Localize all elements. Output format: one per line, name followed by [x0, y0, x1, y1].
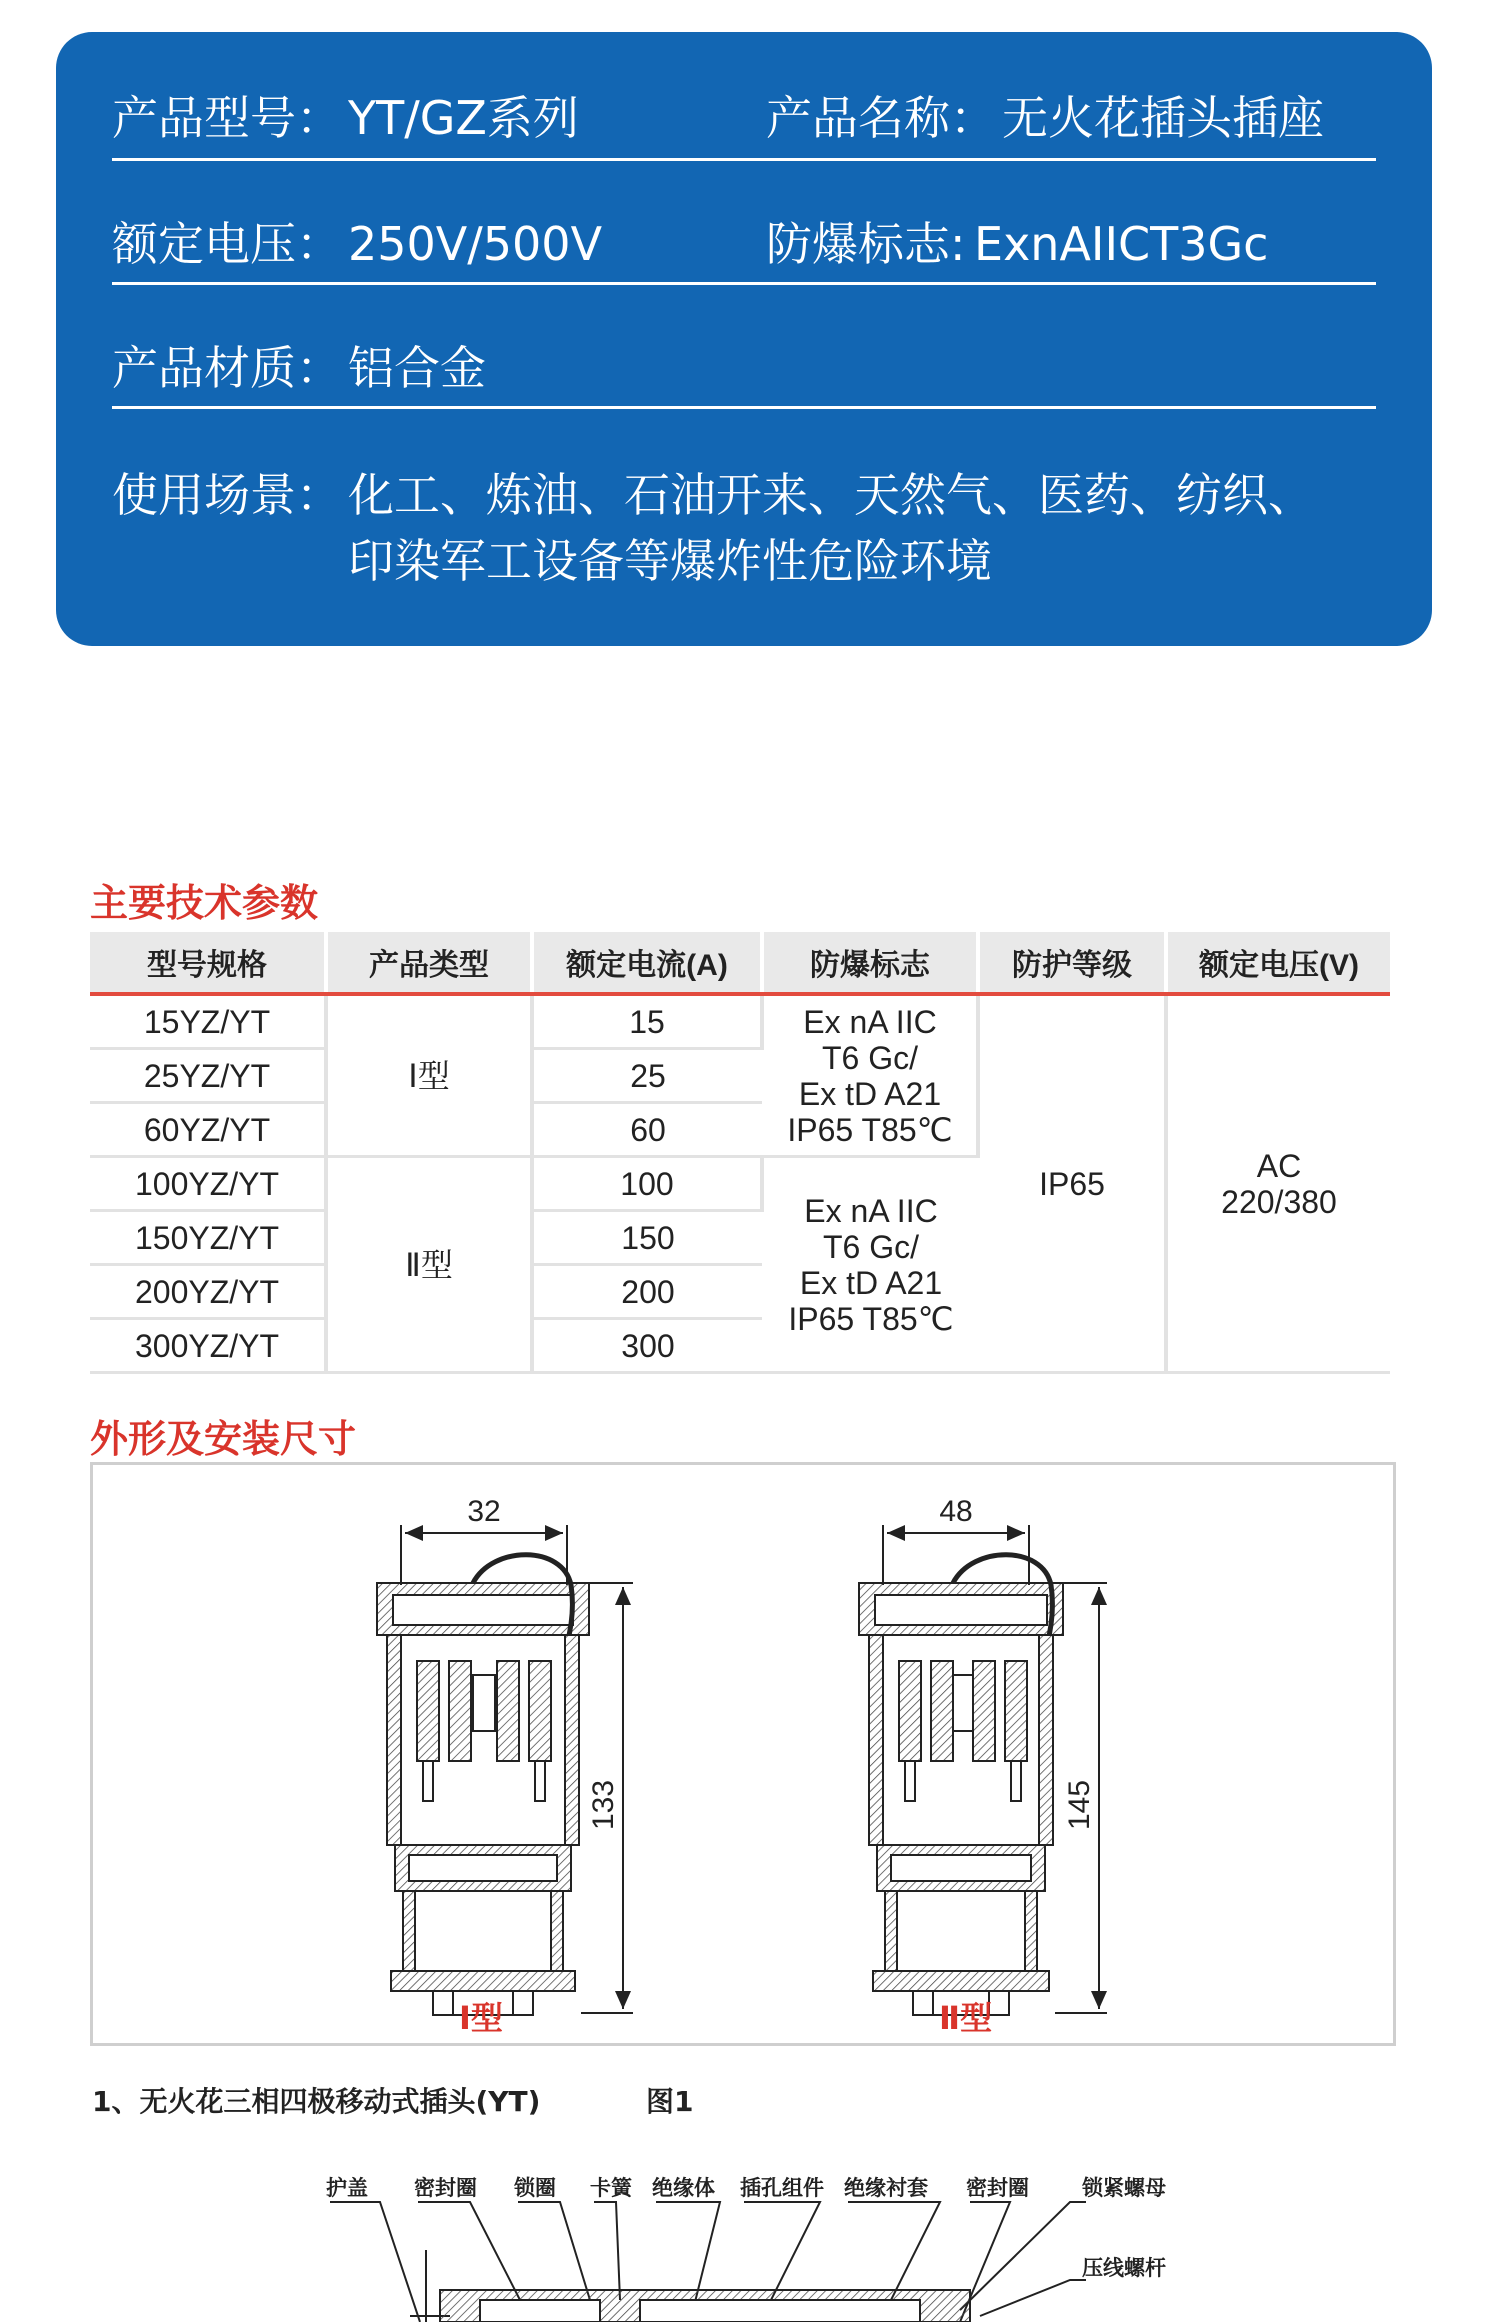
plug-section-title: 1、无火花三相四极移动式插头(YT) [92, 2085, 541, 2118]
cell-model: 15YZ/YT [90, 994, 326, 1049]
plug-assembly-drawing [0, 2140, 1500, 2322]
cell-current: 300 [532, 1319, 762, 1373]
type-2-width-dimension: 48 [939, 1495, 973, 1528]
ex-mark-line: IP65 T85℃ [788, 1300, 954, 1337]
tech-params-table [90, 932, 1390, 1374]
cell-model: 150YZ/YT [90, 1211, 326, 1265]
cell-current: 25 [532, 1049, 762, 1103]
ex-mark-line: Ex tD A21 [799, 1264, 943, 1301]
ex-mark-line: Ex nA IIC [804, 1192, 938, 1229]
ex-mark-value: ExnAIICT3Gc [974, 217, 1269, 271]
model-label: 产品型号： [112, 91, 342, 145]
voltage-value: 250V/500V [348, 217, 603, 271]
part-label: 卡簧 [590, 2176, 632, 2200]
part-label: 绝缘衬套 [844, 2176, 928, 2200]
table-row [90, 994, 1390, 1049]
voltage-line: AC [1256, 1147, 1302, 1184]
cell-current: 60 [532, 1103, 762, 1157]
type-1-width-dimension: 32 [467, 1495, 501, 1528]
type-1-height-dimension: 133 [587, 1779, 620, 1831]
table-header-row [90, 932, 1390, 994]
name-label: 产品名称： [766, 91, 996, 145]
cell-type: Ⅱ型 [326, 1157, 532, 1373]
ex-mark-line: Ex nA IIC [803, 1003, 937, 1040]
cell-model: 100YZ/YT [90, 1157, 326, 1211]
divider [112, 282, 1376, 285]
header-protection: 防护等级 [978, 932, 1166, 994]
cell-model: 60YZ/YT [90, 1103, 326, 1157]
ex-mark-line: T6 Gc/ [822, 1228, 919, 1265]
part-label: 锁紧螺母 [1082, 2176, 1166, 2200]
cell-current: 15 [532, 994, 762, 1049]
part-label: 锁圈 [514, 2176, 556, 2200]
scene-label: 使用场景： [112, 468, 342, 522]
dimension-drawing [93, 1465, 1393, 2043]
type-2-label: Ⅱ型 [939, 1999, 993, 2037]
header-ex-mark: 防爆标志 [762, 932, 978, 994]
voltage-label: 额定电压： [112, 217, 342, 271]
dimensions-title: 外形及安装尺寸 [90, 1417, 357, 1461]
product-info-card [56, 32, 1432, 646]
name-value: 无火花插头插座 [1002, 91, 1324, 145]
header-type: 产品类型 [326, 932, 532, 994]
cell-current: 200 [532, 1265, 762, 1319]
cell-voltage [1166, 994, 1390, 1373]
material-value: 铝合金 [348, 341, 486, 395]
tech-params-title: 主要技术参数 [90, 881, 319, 925]
plug-type-2-drawing [859, 1525, 1107, 2015]
type-1-label: Ⅰ型 [459, 1999, 503, 2037]
ex-mark-line: IP65 T85℃ [787, 1111, 953, 1148]
voltage-line: 220/380 [1221, 1183, 1337, 1220]
cell-current: 150 [532, 1211, 762, 1265]
cell-model: 200YZ/YT [90, 1265, 326, 1319]
header-model: 型号规格 [90, 932, 326, 994]
header-voltage: 额定电压(V) [1166, 932, 1390, 994]
part-label: 密封圈 [966, 2176, 1029, 2200]
divider [112, 406, 1376, 409]
model-value: YT/GZ系列 [348, 91, 579, 145]
part-label: 密封圈 [414, 2176, 477, 2200]
part-label: 插孔组件 [740, 2176, 824, 2200]
cell-model: 300YZ/YT [90, 1319, 326, 1373]
ex-mark-line: T6 Gc/ [821, 1039, 918, 1076]
cell-protection: IP65 [978, 994, 1166, 1373]
plug-type-1-drawing [377, 1525, 633, 2015]
type-2-height-dimension: 145 [1063, 1779, 1096, 1831]
cell-model: 25YZ/YT [90, 1049, 326, 1103]
divider [112, 158, 1376, 161]
cell-type: Ⅰ型 [326, 994, 532, 1157]
part-label: 绝缘体 [652, 2176, 715, 2200]
dimension-drawing-frame [90, 1462, 1396, 2046]
material-label: 产品材质： [112, 341, 342, 395]
cell-current: 100 [532, 1157, 762, 1211]
ex-mark-label: 防爆标志: [766, 217, 966, 271]
part-label: 护盖 [326, 2176, 368, 2200]
scene-value: 化工、炼油、石油开来、天然气、医药、纺织、印染军工设备等爆炸性危险环境 [348, 468, 1314, 588]
cell-ex-mark [762, 1157, 978, 1373]
part-label: 压线螺杆 [1082, 2256, 1166, 2280]
header-current: 额定电流(A) [532, 932, 762, 994]
cell-ex-mark [762, 994, 978, 1157]
ex-mark-line: Ex tD A21 [798, 1075, 942, 1112]
figure-label: 图1 [646, 2085, 694, 2118]
